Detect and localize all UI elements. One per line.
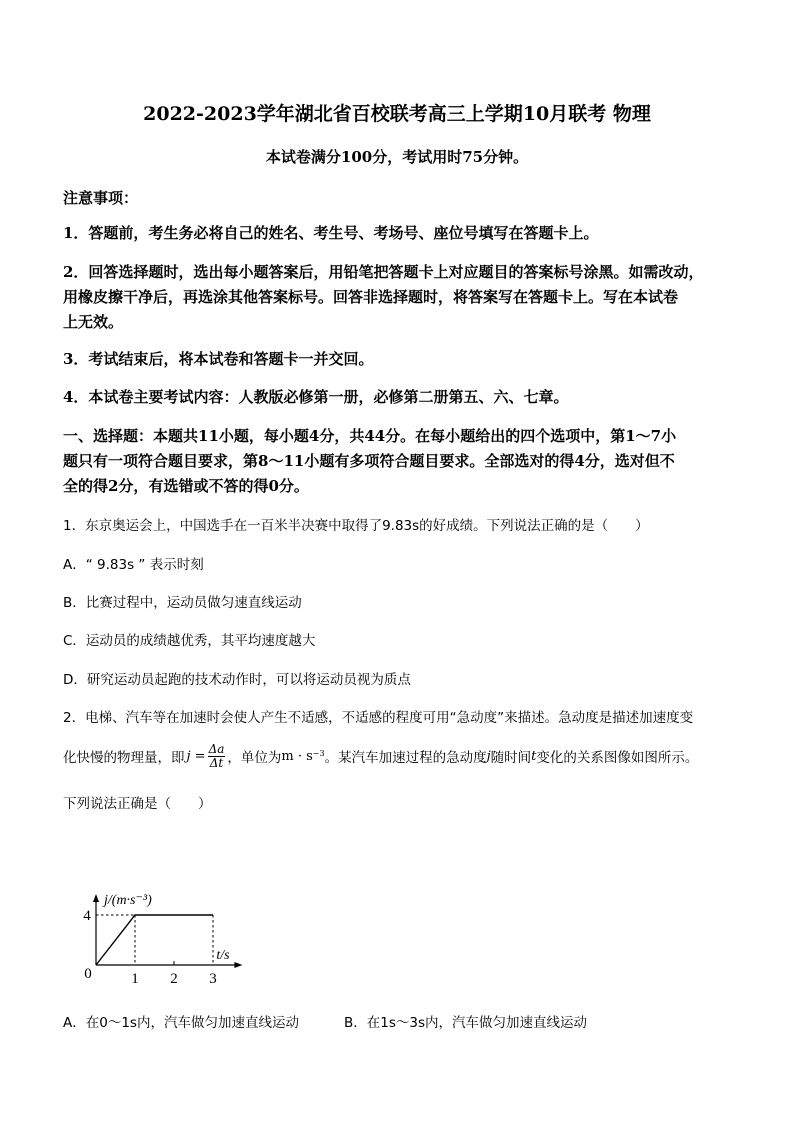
question-1-option-c: C．运动员的成绩越优秀，其平均速度越大 (63, 633, 316, 649)
question-1-option-a: A．“ 9.83s ” 表示时刻 (63, 557, 204, 573)
y-axis-arrow (93, 894, 99, 902)
notice-item-2-line-1: 2．回答选择题时，选出每小题答案后，用铅笔把答题卡上对应题目的答案标号涂黑。如需改动， (63, 263, 704, 281)
question-1-option-b: B．比赛过程中，运动员做匀速直线运动 (63, 595, 302, 611)
question-2-line-1: 2．电梯、汽车等在加速时会使人产生不适感，不适感的程度可用“急动度”来描述。急动度是描述加速度变 (63, 710, 694, 726)
var-j: j (486, 748, 491, 764)
var-t: t (531, 748, 537, 764)
notice-item-2-line-3: 上无效。 (63, 313, 124, 331)
y-axis-label: j/(m·s⁻³) (104, 893, 152, 908)
x-axis-label: t/s (216, 948, 230, 963)
section-1-line-2: 题只有一项符合题目要求，第8～11小题有多项符合题目要求。全部选对的得4分，选对但不 (63, 452, 675, 470)
unit-exponent: −3 (312, 748, 325, 758)
question-2-option-a: A．在0～1s内，汽车做匀加速直线运动 (63, 1015, 299, 1031)
question-2-line-2 (63, 738, 698, 774)
question-2-line-3: 下列说法正确是（ ） (63, 796, 212, 812)
origin-label: 0 (84, 966, 92, 982)
question-1-option-d: D．研究运动员起跑的技术动作时，可以将运动员视为质点 (63, 672, 411, 688)
section-1-line-1: 一、选择题：本题共11小题，每小题4分，共44分。在每小题给出的四个选项中，第1～7小 (63, 427, 677, 445)
notice-item-4: 4．本试卷主要考试内容：人教版必修第一册，必修第二册第五、六、七章。 (63, 388, 569, 406)
formula-lhs: j = (186, 748, 206, 764)
jerk-formula-fraction (208, 743, 226, 770)
x-axis-arrow (234, 962, 242, 968)
exam-info: 本试卷满分100分，考试用时75分钟。 (265, 148, 529, 166)
fraction-numerator: Δa (208, 741, 225, 756)
question-1-stem: 1．东京奥运会上，中国选手在一百米半决赛中取得了9.83s的好成绩。下列说法正确的是（ ） (63, 518, 649, 534)
q2-text-post2: 随时间 (490, 750, 532, 766)
x-tick-label-3: 3 (209, 971, 217, 985)
q2-text-pre: 化快慢的物理量，即 (63, 750, 185, 766)
q2-text-post: 。某汽车加速过程的急动度 (324, 750, 487, 766)
notice-item-3: 3．考试结束后，将本试卷和答题卡一并交回。 (63, 350, 374, 368)
notice-item-2-line-2: 用橡皮擦干净后，再选涂其他答案标号。回答非选择题时，将答案写在答题卡上。写在本试卷 (63, 288, 679, 306)
section-1-line-3: 全的得2分，有选错或不答的得0分。 (63, 477, 309, 495)
series-line (96, 915, 213, 965)
notice-heading: 注意事项： (63, 189, 139, 207)
page-title: 2022-2023学年湖北省百校联考高三上学期10月联考 物理 (143, 103, 651, 125)
q2-text-mid: ，单位为 (227, 750, 282, 766)
x-tick-label-2: 2 (170, 971, 178, 985)
fraction-denominator: Δt (209, 755, 224, 770)
x-tick-label-1: 1 (131, 971, 139, 985)
notice-item-1: 1．答题前，考生务必将自己的姓名、考生号、考场号、座位号填写在答题卡上。 (63, 224, 599, 242)
question-2-option-b: B．在1s～3s内，汽车做匀加速直线运动 (344, 1015, 588, 1031)
jerk-time-graph (70, 845, 270, 985)
y-tick-label-4: 4 (83, 908, 91, 924)
unit-text: m · s (281, 748, 313, 764)
q2-text-post3: 变化的关系图像如图所示。 (536, 750, 699, 766)
